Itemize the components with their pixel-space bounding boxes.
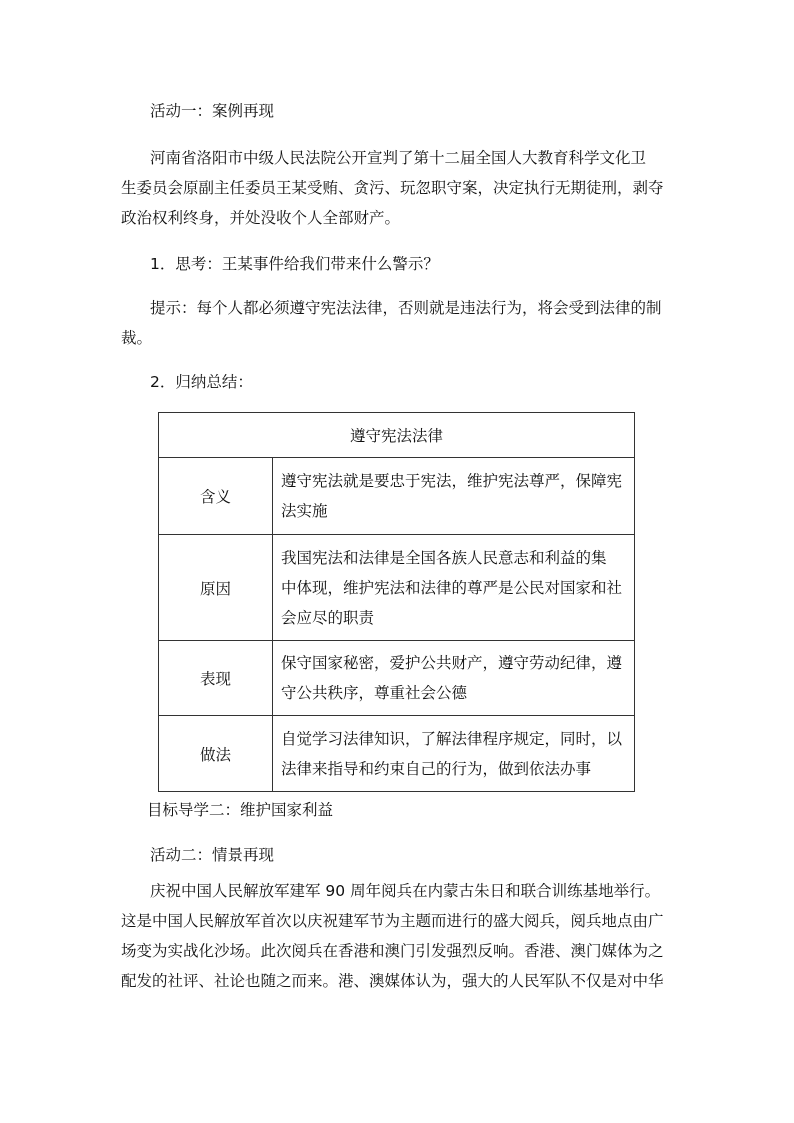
case-line-1: 河南省洛阳市中级人民法院公开宣判了第十二届全国人大教育科学文化卫 [150, 149, 647, 167]
cell-line: 遵守宪法就是要忠于宪法，维护宪法尊严，保障宪 [281, 472, 623, 490]
parade-line-2: 这是中国人民解放军首次以庆祝建军节为主题而进行的盛大阅兵，阅兵地点由广 [121, 912, 664, 930]
hint-line-1: 提示：每个人都必须遵守宪法法律，否则就是违法行为，将会受到法律的制 [150, 299, 662, 317]
cell-line: 会应尽的职责 [281, 608, 375, 627]
parade-paragraph [121, 876, 674, 996]
parade-line-3: 场变为实战化沙场。此次阅兵在香港和澳门引发强烈反响。香港、澳门媒体为之 [121, 942, 664, 960]
parade-line-1: 庆祝中国人民解放军建军 90 周年阅兵在内蒙古朱日和联合训练基地举行。 [150, 882, 661, 900]
summary-table [158, 412, 635, 792]
row-content-reason [273, 535, 635, 641]
cell-line: 法实施 [281, 502, 328, 520]
row-label-manifestation: 表现 [159, 641, 273, 716]
case-line-3: 政治权利终身，并处没收个人全部财产。 [121, 209, 401, 227]
question-1: 1．思考：王某事件给我们带来什么警示？ [150, 255, 439, 273]
row-label-practice: 做法 [159, 716, 273, 792]
hint-paragraph [121, 293, 674, 353]
cell-line: 守公共秩序，尊重社会公德 [281, 684, 468, 702]
cell-line: 法律来指导和约束自己的行为，做到依法办事 [281, 759, 592, 778]
cell-line: 中体现，维护宪法和法律的尊严是公民对国家和社 [281, 578, 623, 597]
row-content-manifestation [273, 641, 635, 716]
summary-table-title: 遵守宪法法律 [159, 413, 635, 458]
row-label-reason: 原因 [159, 535, 273, 641]
hint-line-2: 裁。 [121, 329, 153, 347]
activity2-heading: 活动二：情景再现 [150, 846, 275, 864]
table-row [159, 458, 635, 535]
activity1-heading: 活动一：案例再现 [150, 102, 275, 120]
question-2: 2．归纳总结： [150, 373, 253, 391]
cell-line: 保守国家秘密，爱护公共财产，遵守劳动纪律，遵 [281, 654, 623, 672]
parade-line-4: 配发的社评、社论也随之而来。港、澳媒体认为，强大的人民军队不仅是对中华 [121, 972, 664, 990]
goal2-heading: 目标导学二：维护国家利益 [147, 801, 334, 819]
table-row [159, 535, 635, 641]
case-line-2: 生委员会原副主任委员王某受贿、贪污、玩忽职守案，决定执行无期徒刑，剥夺 [121, 179, 664, 197]
table-row [159, 716, 635, 792]
cell-line: 我国宪法和法律是全国各族人民意志和利益的集 [281, 548, 607, 567]
row-label-meaning: 含义 [159, 458, 273, 535]
row-content-practice [273, 716, 635, 792]
case-paragraph [121, 143, 674, 233]
table-row [159, 641, 635, 716]
row-content-meaning [273, 458, 635, 535]
cell-line: 自觉学习法律知识，了解法律程序规定，同时，以 [281, 729, 623, 748]
